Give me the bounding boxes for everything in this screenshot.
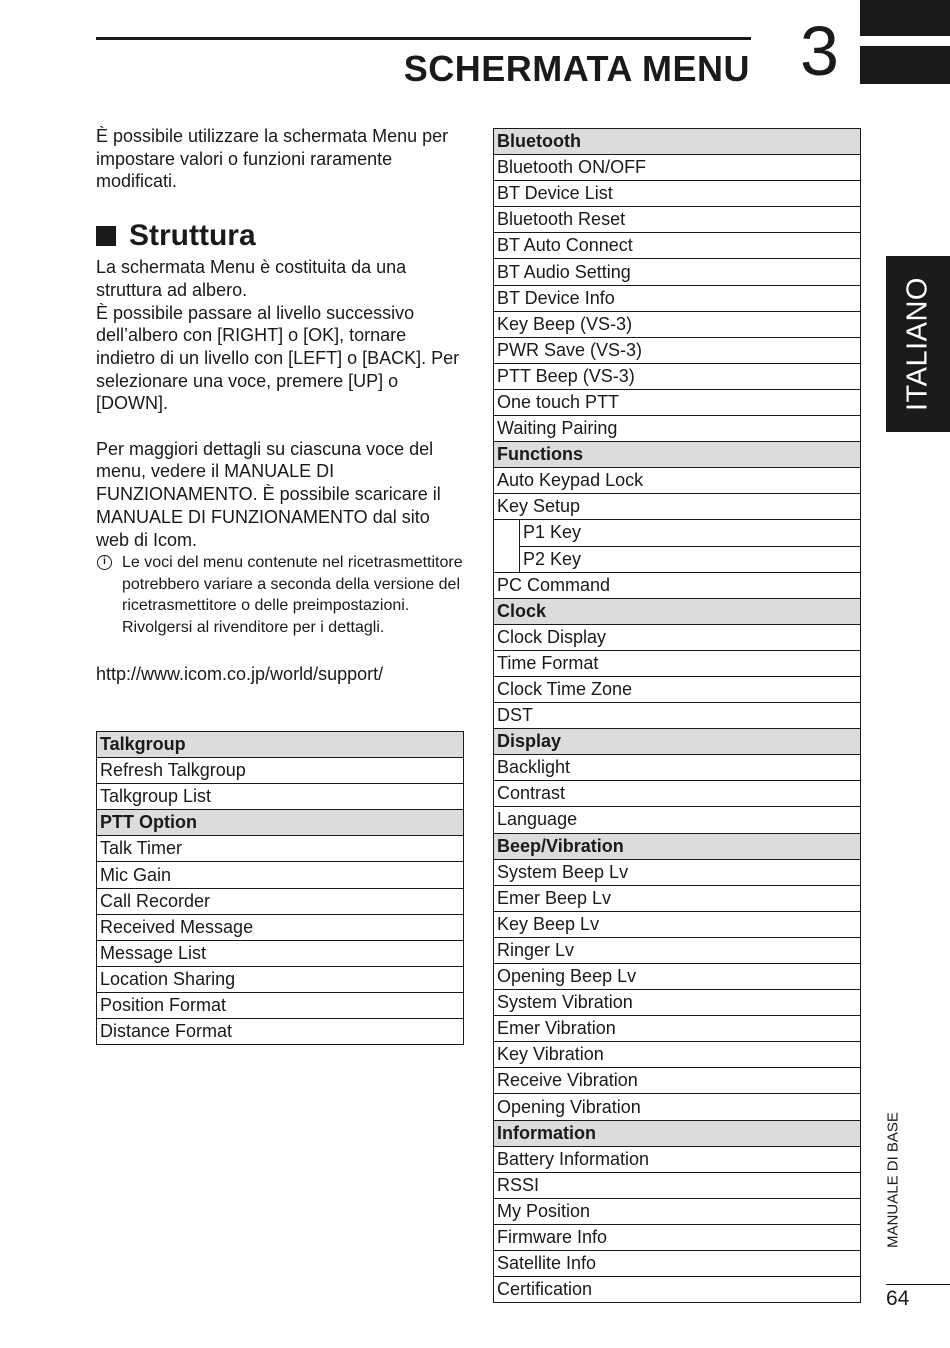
menu-item-label: DST (494, 703, 861, 729)
menu-item-label: BT Audio Setting (494, 259, 861, 285)
menu-item-row (494, 676, 861, 702)
corner-block-bottom (860, 46, 950, 84)
menu-item-row (494, 885, 861, 911)
chapter-number: 3 (800, 12, 839, 90)
indent-cell (494, 546, 520, 572)
support-url: http://www.icom.co.jp/world/support/ (96, 663, 384, 684)
structure-paragraph-2: È possibile passare al livello successivo dell’albero con [RIGHT] o [OK], tornare indietro di un livello con [LEFT] o [BACK]. Per selezionare una voce, premere [UP] o [DOWN]. (96, 302, 460, 414)
language-tab-label: ITALIANO (901, 277, 934, 411)
page-number-rule (886, 1284, 950, 1285)
menu-item-label: Location Sharing (97, 966, 464, 992)
menu-item-label: One touch PTT (494, 389, 861, 415)
menu-item-label: P1 Key (520, 520, 861, 546)
menu-item-row (494, 1172, 861, 1198)
menu-item-row (97, 758, 464, 784)
menu-item-label: Waiting Pairing (494, 416, 861, 442)
menu-item-label: Position Format (97, 992, 464, 1018)
menu-subitem-row (494, 546, 861, 572)
menu-item-label: RSSI (494, 1172, 861, 1198)
menu-item-label: Key Beep (VS-3) (494, 311, 861, 337)
menu-item-label: Backlight (494, 755, 861, 781)
menu-category-label: Functions (494, 442, 861, 468)
menu-category-label: Beep/Vibration (494, 833, 861, 859)
menu-tree-table-left (96, 731, 464, 1045)
manual-caption (876, 1108, 910, 1252)
menu-item-label: Language (494, 807, 861, 833)
menu-item-row (97, 1019, 464, 1045)
menu-item-label: Message List (97, 940, 464, 966)
menu-item-row (494, 624, 861, 650)
menu-category-label: Talkgroup (97, 732, 464, 758)
menu-item-row (494, 990, 861, 1016)
menu-item-label: Time Format (494, 650, 861, 676)
page-number: 64 (886, 1287, 910, 1310)
menu-item-row (494, 911, 861, 937)
menu-item-row (494, 781, 861, 807)
menu-item-row (494, 1198, 861, 1224)
menu-item-row (494, 337, 861, 363)
structure-paragraph-1: La schermata Menu è costituita da una struttura ad albero. (96, 257, 407, 300)
menu-item-label: Bluetooth ON/OFF (494, 155, 861, 181)
menu-item-label: BT Device List (494, 181, 861, 207)
info-note-text: Le voci del menu contenute nel ricetrasmettitore potrebbero variare a seconda della versione del ricetrasmettitore o delle preimpostazioni. Rivolgersi al rivenditore per i dettagli. (122, 554, 463, 637)
menu-item-label: Receive Vibration (494, 1068, 861, 1094)
menu-item-label: Opening Vibration (494, 1094, 861, 1120)
menu-item-label: Auto Keypad Lock (494, 468, 861, 494)
menu-item-row (494, 468, 861, 494)
menu-item-row (494, 1251, 861, 1277)
menu-category-label: Display (494, 729, 861, 755)
menu-item-row (494, 1042, 861, 1068)
menu-item-row (494, 937, 861, 963)
menu-category-row (494, 598, 861, 624)
menu-item-label: Talk Timer (97, 836, 464, 862)
menu-item-label: Clock Time Zone (494, 676, 861, 702)
menu-item-label: Firmware Info (494, 1224, 861, 1250)
menu-item-row (494, 1224, 861, 1250)
menu-category-row (494, 129, 861, 155)
menu-item-row (494, 1068, 861, 1094)
menu-category-label: Bluetooth (494, 129, 861, 155)
menu-item-row (494, 703, 861, 729)
menu-item-label: Mic Gain (97, 862, 464, 888)
menu-item-row (494, 1016, 861, 1042)
menu-item-label: PTT Beep (VS-3) (494, 363, 861, 389)
menu-item-row (494, 389, 861, 415)
menu-item-label: Bluetooth Reset (494, 207, 861, 233)
menu-item-row (494, 363, 861, 389)
section-heading-text: Struttura (129, 219, 256, 253)
menu-item-row (494, 233, 861, 259)
info-icon: i (97, 555, 112, 570)
menu-item-label: BT Device Info (494, 285, 861, 311)
menu-category-row (494, 833, 861, 859)
menu-item-label: System Vibration (494, 990, 861, 1016)
menu-item-row (494, 1277, 861, 1303)
menu-item-label: Key Vibration (494, 1042, 861, 1068)
menu-item-label: Key Beep Lv (494, 911, 861, 937)
menu-category-label: Information (494, 1120, 861, 1146)
menu-item-row (494, 755, 861, 781)
menu-item-label: Certification (494, 1277, 861, 1303)
menu-item-row (97, 992, 464, 1018)
menu-item-row (494, 285, 861, 311)
menu-item-label: P2 Key (520, 546, 861, 572)
menu-category-row (494, 442, 861, 468)
menu-item-row (494, 650, 861, 676)
menu-tree-table-right (493, 128, 861, 1303)
indent-cell (494, 520, 520, 546)
menu-item-label: Emer Vibration (494, 1016, 861, 1042)
menu-category-label: Clock (494, 598, 861, 624)
menu-item-row (494, 964, 861, 990)
menu-item-label: Distance Format (97, 1019, 464, 1045)
menu-item-label: Key Setup (494, 494, 861, 520)
structure-paragraph-3: Per maggiori dettagli su ciascuna voce del menu, vedere il MANUALE DI FUNZIONAMENTO. È possibile scaricare il MANUALE DI FUNZIONAMENTO dal sito web di Icom. (96, 438, 441, 550)
menu-item-row (97, 940, 464, 966)
menu-category-row (494, 729, 861, 755)
menu-item-row (494, 1146, 861, 1172)
menu-item-label: Refresh Talkgroup (97, 758, 464, 784)
corner-block-top (860, 0, 950, 36)
menu-item-label: Talkgroup List (97, 784, 464, 810)
menu-item-label: PWR Save (VS-3) (494, 337, 861, 363)
menu-item-row (97, 966, 464, 992)
menu-item-row (494, 259, 861, 285)
menu-item-label: My Position (494, 1198, 861, 1224)
menu-item-row (494, 807, 861, 833)
menu-item-label: PC Command (494, 572, 861, 598)
menu-item-row (494, 207, 861, 233)
intro-paragraph: È possibile utilizzare la schermata Menu per impostare valori o funzioni raramente modificati. (96, 126, 449, 192)
menu-category-row (494, 1120, 861, 1146)
section-heading (96, 219, 464, 253)
paragraph-gap (96, 415, 464, 438)
menu-category-row (97, 810, 464, 836)
menu-item-row (97, 836, 464, 862)
header-rule (96, 37, 751, 40)
menu-item-row (494, 181, 861, 207)
menu-item-row (494, 416, 861, 442)
menu-item-label: Battery Information (494, 1146, 861, 1172)
menu-item-label: Contrast (494, 781, 861, 807)
text-column (96, 125, 464, 685)
menu-item-row (97, 888, 464, 914)
menu-item-label: Satellite Info (494, 1251, 861, 1277)
menu-item-label: Clock Display (494, 624, 861, 650)
menu-item-row (494, 1094, 861, 1120)
menu-item-label: Call Recorder (97, 888, 464, 914)
square-bullet-icon (96, 226, 116, 246)
menu-category-row (97, 732, 464, 758)
info-note (96, 552, 464, 638)
menu-item-row (494, 311, 861, 337)
manual-caption-label: MANUALE DI BASE (884, 1112, 902, 1248)
menu-category-label: PTT Option (97, 810, 464, 836)
menu-item-row (494, 859, 861, 885)
menu-item-row (97, 862, 464, 888)
menu-item-label: Emer Beep Lv (494, 885, 861, 911)
menu-item-row (97, 914, 464, 940)
menu-item-label: BT Auto Connect (494, 233, 861, 259)
menu-item-label: System Beep Lv (494, 859, 861, 885)
chapter-title: SCHERMATA MENU (403, 48, 750, 89)
menu-item-row (494, 155, 861, 181)
language-tab (886, 256, 950, 432)
menu-item-row (494, 572, 861, 598)
menu-item-label: Opening Beep Lv (494, 964, 861, 990)
menu-item-label: Ringer Lv (494, 937, 861, 963)
menu-item-label: Received Message (97, 914, 464, 940)
menu-subitem-row (494, 520, 861, 546)
menu-item-row (494, 494, 861, 520)
menu-item-row (97, 784, 464, 810)
